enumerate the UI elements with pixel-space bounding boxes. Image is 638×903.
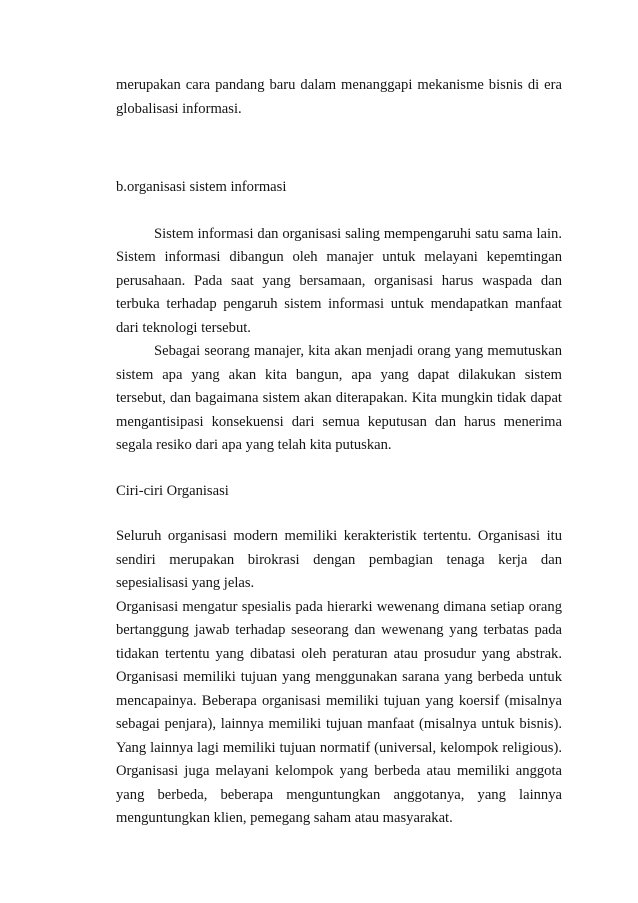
ciri-heading: Ciri-ciri Organisasi (116, 482, 229, 499)
spacer (116, 121, 562, 176)
spacer (116, 458, 562, 480)
section-b-paragraph-1: Sistem informasi dan organisasi saling mempengaruhi satu sama lain. Sistem informasi dibangun oleh manajer untuk melayani kepemtingan perusahaan. Pada saat yang bersamaan, organisasi harus waspada dan terbuka terhadap pengaruh sistem informasi untuk mendapatkan manfaat dari teknologi tersebut. (116, 225, 562, 336)
spacer (116, 503, 562, 525)
section-b-heading: b.organisasi sistem informasi (116, 179, 287, 195)
intro-paragraph: merupakan cara pandang baru dalam menanggapi mekanisme bisnis di era globalisasi informasi. (116, 77, 562, 117)
section-b-paragraph-2: Sebagai seorang manajer, kita akan menjadi orang yang memutuskan sistem apa yang akan kita bangun, apa yang dapat dilakukan sistem tersebut, dan bagaimana sistem akan diterapakan. Kita mungkin tidak dapat mengantisipasi konsekuensi dari semua keputusan dan harus menerima segala resiko dari apa yang telah kita putuskan. (116, 343, 562, 453)
ciri-paragraph-2: Organisasi mengatur spesialis pada hierarki wewenang dimana setiap orang bertanggung jawab terhadap seseorang dan wewenang yang terbatas pada tidakan tertentu yang dibatasi oleh peraturan atau prosudur yang abstrak. Organisasi memiliki tujuan yang menggunakan sarana yang berbeda untuk mencapainya. Beberapa organisasi memiliki tujuan yang koersif (misalnya sebagai penjara), lainnya memiliki tujuan manfaat (misalnya untuk bisnis). Yang lainnya lagi memiliki tujuan normatif (universal, kelompok religious). Organisasi juga melayani kelompok yang berbeda atau memiliki anggota yang berbeda, beberapa menguntungkan anggotanya, yang lainnya menguntungkan klien, pemegang saham atau masyarakat. (116, 598, 562, 826)
spacer (116, 200, 562, 223)
document-page (116, 74, 562, 831)
ciri-paragraph-1: Seluruh organisasi modern memiliki kerakteristik tertentu. Organisasi itu sendiri merupakan birokrasi dengan pembagian tenaga kerja dan sepesialisasi yang jelas. (116, 528, 562, 591)
